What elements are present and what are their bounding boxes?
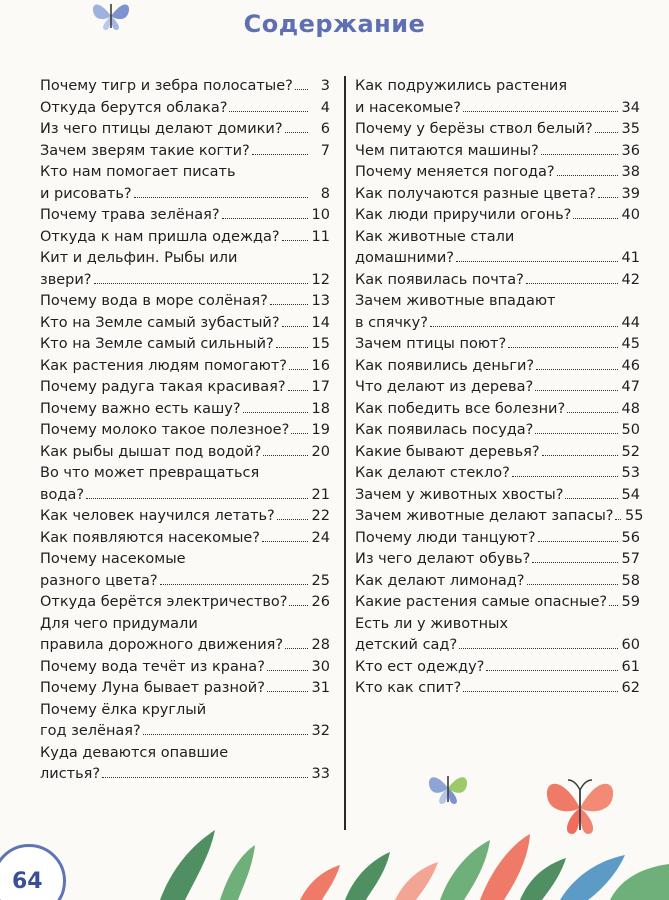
toc-entry-page: 26 xyxy=(311,594,330,610)
toc-entry-title: Зачем птицы поют? xyxy=(355,336,507,352)
toc-entry-page: 59 xyxy=(621,594,640,610)
toc-entry-title: звери? xyxy=(40,271,92,288)
toc-entry-title: Во что может превращаться xyxy=(40,465,260,481)
toc-entry[interactable] xyxy=(40,442,330,464)
toc-entry-page: 11 xyxy=(311,228,330,245)
toc-entry-line xyxy=(40,334,330,356)
toc-entry[interactable] xyxy=(355,614,640,657)
toc-entry[interactable] xyxy=(40,205,330,227)
toc-entry[interactable] xyxy=(40,700,330,743)
toc-entry-line xyxy=(355,506,644,528)
toc-entry-title: Как делают стекло? xyxy=(355,465,510,481)
toc-dot-leader xyxy=(94,282,308,284)
toc-entry-page: 42 xyxy=(621,271,640,288)
toc-entry-page: 44 xyxy=(621,314,640,331)
toc-entry-title: Что делают из дерева? xyxy=(355,379,534,395)
toc-entry-page: 18 xyxy=(311,400,330,417)
toc-entry-page: 19 xyxy=(311,422,330,438)
toc-entry[interactable] xyxy=(355,184,640,206)
toc-dot-leader xyxy=(263,454,308,456)
toc-entry[interactable] xyxy=(355,270,640,292)
toc-entry[interactable] xyxy=(40,227,330,249)
toc-entry-line xyxy=(40,399,330,421)
toc-dot-leader xyxy=(288,389,308,391)
toc-entry[interactable] xyxy=(355,76,640,119)
toc-entry-title: год зелёная? xyxy=(40,723,141,739)
toc-entry-page: 3 xyxy=(320,78,330,94)
toc-entry[interactable] xyxy=(40,592,330,614)
toc-entry-line xyxy=(40,98,330,120)
toc-entry[interactable] xyxy=(355,657,640,679)
toc-entry-line xyxy=(40,506,330,528)
toc-entry-line xyxy=(40,270,330,292)
toc-entry-page: 31 xyxy=(311,680,330,696)
toc-entry-title: Почему Луна бывает разной? xyxy=(40,680,265,696)
toc-entry-title: вода? xyxy=(40,486,85,503)
toc-dot-leader xyxy=(508,346,618,348)
toc-entry-line-wrap xyxy=(40,743,330,765)
toc-entry-title: Куда деваются опавшие xyxy=(40,744,229,761)
toc-entry-title: Кит и дельфин. Рыбы или xyxy=(40,250,238,266)
toc-dot-leader xyxy=(526,282,618,284)
toc-entry-page: 24 xyxy=(311,529,330,546)
toc-entry-title: Почему тигр и зебра полосатые? xyxy=(40,78,293,94)
toc-entry-line xyxy=(355,141,640,163)
toc-entry-line xyxy=(40,119,330,141)
toc-entry-line xyxy=(40,227,330,249)
toc-entry[interactable] xyxy=(355,162,640,184)
toc-entry[interactable] xyxy=(40,420,330,442)
toc-entry-line-wrap xyxy=(355,227,640,249)
toc-entry[interactable] xyxy=(355,506,644,528)
toc-entry[interactable] xyxy=(40,248,330,291)
toc-entry-page: 52 xyxy=(621,443,640,460)
toc-dot-leader xyxy=(102,776,308,778)
toc-dot-leader xyxy=(536,368,618,370)
toc-entry[interactable] xyxy=(40,313,330,335)
toc-dot-leader xyxy=(134,196,308,198)
toc-entry-line xyxy=(40,356,330,378)
toc-entry-title: в спячку? xyxy=(355,314,428,331)
toc-entry-line-wrap xyxy=(355,76,640,98)
toc-dot-leader xyxy=(565,497,618,499)
toc-entry-page: 40 xyxy=(621,207,640,223)
toc-entry-page: 35 xyxy=(621,121,640,137)
toc-entry-line-wrap xyxy=(40,614,330,636)
toc-entry-line xyxy=(355,377,640,399)
toc-entry-title: Из чего птицы делают домики? xyxy=(40,121,283,137)
toc-entry-line xyxy=(355,463,640,485)
toc-entry-line-wrap xyxy=(40,162,330,184)
toc-dot-leader xyxy=(282,325,308,327)
toc-entry-title: Как появилась почта? xyxy=(355,271,524,288)
toc-entry-page: 36 xyxy=(621,142,640,159)
toc-dot-leader xyxy=(295,88,308,90)
toc-entry-line xyxy=(355,399,640,421)
toc-entry-title: Чем питаются машины? xyxy=(355,142,539,159)
toc-dot-leader xyxy=(285,647,308,649)
toc-dot-leader xyxy=(527,583,619,585)
toc-entry[interactable] xyxy=(40,506,330,528)
toc-entry-line xyxy=(355,205,640,227)
toc-entry-title: Почему важно есть кашу? xyxy=(40,400,241,417)
toc-entry[interactable] xyxy=(40,399,330,421)
toc-entry-line xyxy=(355,592,640,614)
toc-entry[interactable] xyxy=(355,528,640,550)
toc-entry-page: 53 xyxy=(621,465,640,481)
toc-entry[interactable] xyxy=(40,377,330,399)
toc-entry-line-wrap xyxy=(40,463,330,485)
toc-dot-leader xyxy=(567,411,618,413)
toc-dot-leader xyxy=(430,325,618,327)
toc-entry-page: 15 xyxy=(311,336,330,352)
toc-entry-title: домашними? xyxy=(355,250,454,266)
toc-entry[interactable] xyxy=(40,463,330,506)
toc-dot-leader xyxy=(557,174,618,176)
contents-left-column xyxy=(40,76,330,786)
toc-entry-page: 55 xyxy=(625,508,644,524)
toc-dot-leader xyxy=(143,733,308,735)
toc-entry-title: Как подружились растения xyxy=(355,78,568,94)
toc-entry-page: 41 xyxy=(621,250,640,266)
toc-dot-leader xyxy=(459,647,618,649)
toc-entry[interactable] xyxy=(40,141,330,163)
toc-entry-line xyxy=(40,420,330,442)
toc-entry-page: 25 xyxy=(311,572,330,589)
column-divider xyxy=(344,76,346,830)
toc-entry-title: Как человек научился летать? xyxy=(40,508,275,524)
toc-dot-leader xyxy=(573,217,618,219)
toc-entry-title: Как делают лимонад? xyxy=(355,572,525,589)
toc-dot-leader xyxy=(289,368,308,370)
toc-entry-line xyxy=(40,635,330,657)
toc-entry-line xyxy=(355,549,640,571)
toc-entry-page: 13 xyxy=(311,293,330,309)
toc-dot-leader xyxy=(456,260,618,262)
toc-entry[interactable] xyxy=(355,420,640,442)
toc-entry-line xyxy=(355,678,640,700)
toc-entry-title: Зачем зверям такие когти? xyxy=(40,142,250,159)
toc-entry-page: 62 xyxy=(621,680,640,696)
toc-entry-page: 34 xyxy=(621,99,640,116)
toc-entry-page: 57 xyxy=(621,551,640,567)
toc-entry[interactable] xyxy=(355,377,640,399)
toc-entry-line xyxy=(40,291,330,313)
toc-entry[interactable] xyxy=(40,76,330,98)
toc-entry-title: Кто на Земле самый сильный? xyxy=(40,336,274,352)
toc-entry-title: Почему вода в море солёная? xyxy=(40,293,268,309)
toc-dot-leader xyxy=(267,669,308,671)
toc-entry-page: 6 xyxy=(320,121,330,137)
toc-entry[interactable] xyxy=(40,119,330,141)
toc-entry-line xyxy=(40,485,330,507)
toc-entry-page: 56 xyxy=(621,529,640,546)
toc-entry-title: Откуда к нам пришла одежда? xyxy=(40,228,280,245)
toc-entry-page: 60 xyxy=(621,637,640,653)
toc-entry-line xyxy=(355,119,640,141)
toc-dot-leader xyxy=(541,153,618,155)
toc-entry[interactable] xyxy=(40,614,330,657)
toc-entry-page: 48 xyxy=(621,400,640,417)
toc-entry-line-wrap xyxy=(40,700,330,722)
toc-entry-line xyxy=(355,571,640,593)
toc-entry-title: Из чего делают обувь? xyxy=(355,551,531,567)
toc-entry[interactable] xyxy=(40,356,330,378)
toc-entry-page: 33 xyxy=(311,766,330,782)
toc-entry-title: Почему насекомые xyxy=(40,551,186,567)
toc-entry-title: Как животные стали xyxy=(355,228,515,245)
toc-entry-line xyxy=(40,205,330,227)
toc-entry-title: правила дорожного движения? xyxy=(40,637,284,653)
toc-entry-line xyxy=(40,528,330,550)
butterfly-icon-small xyxy=(424,764,472,810)
toc-dot-leader xyxy=(486,669,618,671)
toc-entry[interactable] xyxy=(355,442,640,464)
toc-dot-leader xyxy=(229,110,308,112)
toc-dot-leader xyxy=(270,303,308,305)
toc-dot-leader xyxy=(243,411,308,413)
toc-dot-leader xyxy=(282,239,308,241)
toc-entry[interactable] xyxy=(355,356,640,378)
toc-entry-line xyxy=(40,313,330,335)
toc-entry[interactable] xyxy=(355,463,640,485)
contents-right-column xyxy=(355,76,644,700)
toc-entry-line xyxy=(355,635,640,657)
toc-entry[interactable] xyxy=(40,528,330,550)
toc-entry-title: Как победить все болезни? xyxy=(355,400,566,417)
toc-entry[interactable] xyxy=(40,549,330,592)
toc-entry-title: Как рыбы дышат под водой? xyxy=(40,443,262,460)
toc-entry[interactable] xyxy=(355,485,640,507)
toc-entry[interactable] xyxy=(355,205,640,227)
toc-dot-leader xyxy=(595,131,618,133)
toc-entry-page: 16 xyxy=(311,357,330,374)
toc-entry-title: Откуда берётся электричество? xyxy=(40,594,288,610)
toc-entry-title: Кто ест одежду? xyxy=(355,658,485,675)
toc-entry-line xyxy=(40,764,330,786)
toc-entry-title: Кто на Земле самый зубастый? xyxy=(40,314,280,331)
toc-dot-leader xyxy=(252,153,308,155)
toc-entry-line xyxy=(355,162,640,184)
page-title: Содержание xyxy=(243,10,426,38)
toc-entry-title: Почему вода течёт из крана? xyxy=(40,658,265,675)
toc-entry-title: разного цвета? xyxy=(40,572,158,589)
toc-entry-line-wrap xyxy=(40,549,330,571)
toc-dot-leader xyxy=(535,432,618,434)
toc-entry-title: Есть ли у животных xyxy=(355,615,509,632)
toc-entry-line xyxy=(40,678,330,700)
toc-entry[interactable] xyxy=(40,678,330,700)
toc-entry-page: 30 xyxy=(311,658,330,675)
toc-entry-line xyxy=(355,184,640,206)
toc-entry-line xyxy=(355,528,640,550)
toc-entry-line xyxy=(355,313,640,335)
toc-entry-title: Как получаются разные цвета? xyxy=(355,185,596,202)
toc-dot-leader xyxy=(538,540,618,542)
toc-entry-line xyxy=(40,592,330,614)
toc-dot-leader xyxy=(615,518,621,520)
toc-entry-page: 21 xyxy=(311,486,330,503)
toc-entry-line xyxy=(355,98,640,120)
toc-dot-leader xyxy=(160,583,308,585)
decorative-leaves xyxy=(0,820,669,900)
toc-entry-title: Почему ёлка круглый xyxy=(40,701,207,718)
toc-entry-line-wrap xyxy=(40,248,330,270)
toc-entry-line-wrap xyxy=(355,291,640,313)
toc-entry-title: Почему люди танцуют? xyxy=(355,529,536,546)
toc-dot-leader xyxy=(262,540,308,542)
toc-entry[interactable] xyxy=(355,334,640,356)
toc-entry-line xyxy=(355,270,640,292)
toc-entry-title: Зачем животные впадают xyxy=(355,293,556,309)
toc-entry-title: Почему меняется погода? xyxy=(355,164,555,180)
toc-dot-leader xyxy=(86,497,308,499)
toc-entry-page: 10 xyxy=(311,207,330,223)
toc-entry-page: 7 xyxy=(320,142,330,159)
toc-entry-title: Почему трава зелёная? xyxy=(40,207,220,223)
toc-entry[interactable] xyxy=(40,743,330,786)
toc-entry-page: 12 xyxy=(311,271,330,288)
toc-entry-title: Зачем у животных хвосты? xyxy=(355,486,564,503)
toc-entry-title: Почему у берёзы ствол белый? xyxy=(355,121,593,137)
toc-entry[interactable] xyxy=(355,678,640,700)
toc-entry-line xyxy=(40,76,330,98)
toc-entry-title: детский сад? xyxy=(355,637,458,653)
toc-entry-line xyxy=(40,377,330,399)
toc-entry-title: Зачем животные делают запасы? xyxy=(355,508,614,524)
toc-dot-leader xyxy=(276,346,308,348)
toc-entry-page: 22 xyxy=(311,508,330,524)
toc-entry[interactable] xyxy=(355,592,640,614)
toc-entry-title: листья? xyxy=(40,766,101,782)
toc-entry-line xyxy=(40,184,330,206)
toc-entry-line xyxy=(355,248,640,270)
toc-entry-line xyxy=(40,721,330,743)
toc-entry-line-wrap xyxy=(355,614,640,636)
toc-entry-page: 32 xyxy=(311,723,330,739)
toc-dot-leader xyxy=(512,475,618,477)
toc-entry-title: Какие бывают деревья? xyxy=(355,443,540,460)
toc-entry[interactable] xyxy=(40,334,330,356)
toc-entry-page: 4 xyxy=(320,99,330,116)
toc-entry-line xyxy=(355,420,640,442)
toc-dot-leader xyxy=(289,604,308,606)
toc-entry-page: 50 xyxy=(621,422,640,438)
toc-entry-line xyxy=(355,657,640,679)
toc-entry-page: 46 xyxy=(621,357,640,374)
toc-entry-line xyxy=(355,442,640,464)
toc-entry[interactable] xyxy=(355,399,640,421)
toc-entry-title: Как растения людям помогают? xyxy=(40,357,287,374)
toc-entry-line xyxy=(40,141,330,163)
toc-entry-page: 14 xyxy=(311,314,330,331)
toc-entry-line xyxy=(355,334,640,356)
toc-entry[interactable] xyxy=(355,141,640,163)
toc-entry-title: и рисовать? xyxy=(40,185,132,202)
toc-dot-leader xyxy=(285,131,308,133)
toc-entry-line xyxy=(40,571,330,593)
toc-entry-line xyxy=(355,356,640,378)
page-number: 64 xyxy=(12,869,43,894)
toc-entry-line xyxy=(355,485,640,507)
toc-entry-title: Как появилась посуда? xyxy=(355,422,534,438)
toc-dot-leader xyxy=(535,389,618,391)
toc-entry-title: и насекомые? xyxy=(355,99,461,116)
toc-dot-leader xyxy=(291,432,308,434)
toc-dot-leader xyxy=(542,454,618,456)
toc-entry-page: 39 xyxy=(621,185,640,202)
toc-entry[interactable] xyxy=(40,162,330,205)
toc-entry-page: 47 xyxy=(621,379,640,395)
toc-entry[interactable] xyxy=(40,98,330,120)
toc-entry-title: Кто как спит? xyxy=(355,680,462,696)
toc-entry-title: Как люди приручили огонь? xyxy=(355,207,572,223)
toc-dot-leader xyxy=(267,690,308,692)
toc-dot-leader xyxy=(463,690,618,692)
toc-entry-title: Как появляются насекомые? xyxy=(40,529,261,546)
toc-entry[interactable] xyxy=(355,119,640,141)
toc-entry-title: Какие растения самые опасные? xyxy=(355,594,608,610)
toc-entry-page: 58 xyxy=(621,572,640,589)
toc-entry[interactable] xyxy=(355,291,640,334)
toc-entry-page: 38 xyxy=(621,164,640,180)
toc-entry-line xyxy=(40,657,330,679)
toc-entry-page: 20 xyxy=(311,443,330,460)
toc-entry-title: Откуда берутся облака? xyxy=(40,99,228,116)
toc-dot-leader xyxy=(609,604,618,606)
toc-entry-title: Как появились деньги? xyxy=(355,357,535,374)
toc-entry-page: 8 xyxy=(320,185,330,202)
toc-dot-leader xyxy=(463,110,618,112)
toc-entry-title: Почему молоко такое полезное? xyxy=(40,422,290,438)
toc-entry-page: 17 xyxy=(311,379,330,395)
toc-entry-page: 61 xyxy=(621,658,640,675)
toc-entry-title: Почему радуга такая красивая? xyxy=(40,379,286,395)
toc-entry[interactable] xyxy=(355,549,640,571)
toc-entry-title: Для чего придумали xyxy=(40,615,198,632)
toc-entry[interactable] xyxy=(40,291,330,313)
toc-entry-page: 54 xyxy=(621,486,640,503)
toc-dot-leader xyxy=(532,561,618,563)
toc-entry-title: Кто нам помогает писать xyxy=(40,164,236,180)
toc-dot-leader xyxy=(277,518,308,520)
toc-entry[interactable] xyxy=(40,657,330,679)
toc-dot-leader xyxy=(222,217,308,219)
toc-entry[interactable] xyxy=(355,227,640,270)
toc-dot-leader xyxy=(598,196,618,198)
toc-entry[interactable] xyxy=(355,571,640,593)
toc-entry-line xyxy=(40,442,330,464)
toc-entry-page: 45 xyxy=(621,336,640,352)
toc-entry-page: 28 xyxy=(311,637,330,653)
